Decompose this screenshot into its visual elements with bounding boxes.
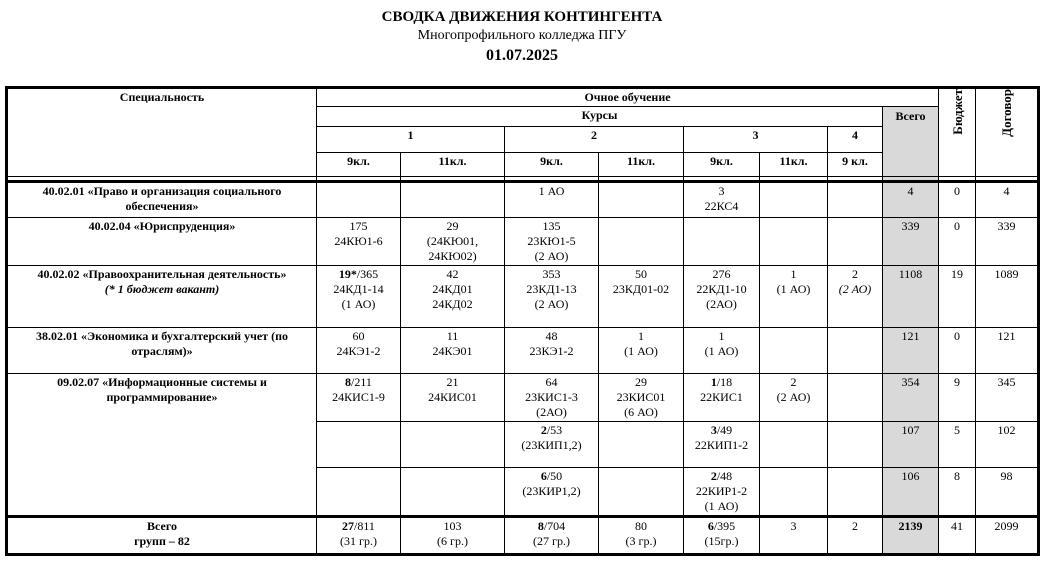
cell: 2 (2 АО) xyxy=(828,266,883,328)
specialty-name: 40.02.04 «Юриспруденция» xyxy=(7,218,317,266)
cell: 8/704 (27 гр.) xyxy=(505,517,599,555)
budget-cell: 19 xyxy=(939,266,976,328)
cell: 2/53 (23КИП1,2) xyxy=(505,422,599,468)
contract-cell: 1089 xyxy=(976,266,1039,328)
cell: 64 23КИС1-3 (2АО) xyxy=(505,374,599,422)
header-c1-9: 9кл. xyxy=(317,153,401,177)
budget-cell: 8 xyxy=(939,468,976,517)
total-cell: 4 xyxy=(883,182,939,218)
cell: 29 23КИС01 (6 АО) xyxy=(599,374,684,422)
cell: 50 23КД01-02 xyxy=(599,266,684,328)
cell: 1/18 22КИС1 xyxy=(684,374,760,422)
contract-cell: 345 xyxy=(976,374,1039,422)
table-row xyxy=(7,328,1039,374)
cell: 27/811 (31 гр.) xyxy=(317,517,401,555)
table-row xyxy=(7,218,1039,266)
header-total: Всего xyxy=(883,107,939,177)
contract-cell: 339 xyxy=(976,218,1039,266)
cell: 1 (1 АО) xyxy=(599,328,684,374)
header-course-2: 2 xyxy=(505,127,684,153)
contract-cell: 121 xyxy=(976,328,1039,374)
contract-cell: 102 xyxy=(976,422,1039,468)
header-contract: Договор xyxy=(976,88,1039,177)
specialty-name: 40.02.01 «Право и организация социального обеспечения» xyxy=(7,182,317,218)
header-courses: Курсы xyxy=(317,107,883,127)
specialty-name: 40.02.02 «Правоохранительная деятельность» (* 1 бюджет вакант) xyxy=(7,266,317,328)
grand-total-cell: 2139 xyxy=(883,517,939,555)
totals-label: Всего групп – 82 xyxy=(7,517,317,555)
contract-cell: 4 xyxy=(976,182,1039,218)
cell: 6/395 (15гр.) xyxy=(684,517,760,555)
total-cell: 339 xyxy=(883,218,939,266)
table-row xyxy=(7,182,1039,218)
cell: 48 23КЭ1-2 xyxy=(505,328,599,374)
budget-cell: 9 xyxy=(939,374,976,422)
contract-cell: 98 xyxy=(976,468,1039,517)
total-cell: 1108 xyxy=(883,266,939,328)
total-cell: 354 xyxy=(883,374,939,422)
cell: 42 24КД01 24КД02 xyxy=(401,266,505,328)
cell: 353 23КД1-13 (2 АО) xyxy=(505,266,599,328)
cell: 11 24КЭ01 xyxy=(401,328,505,374)
header-c1-11: 11кл. xyxy=(401,153,505,177)
cell: 3/49 22КИП1-2 xyxy=(684,422,760,468)
budget-cell: 0 xyxy=(939,218,976,266)
specialty-name: 38.02.01 «Экономика и бухгалтерский учет (по отраслям)» xyxy=(7,328,317,374)
report-date: 01.07.2025 xyxy=(486,47,558,64)
header-fulltime: Очное обучение xyxy=(317,88,939,107)
header-c3-11: 11кл. xyxy=(760,153,828,177)
budget-cell: 0 xyxy=(939,328,976,374)
cell: 2 (2 АО) xyxy=(760,374,828,422)
header-specialty: Специальность xyxy=(7,88,317,177)
cell: 1 (1 АО) xyxy=(684,328,760,374)
budget-cell: 5 xyxy=(939,422,976,468)
cell: 8/211 24КИС1-9 xyxy=(317,374,401,422)
total-cell: 106 xyxy=(883,468,939,517)
header-course-3: 3 xyxy=(684,127,828,153)
cell: 3 22КС4 xyxy=(684,182,760,218)
header-c3-9: 9кл. xyxy=(684,153,760,177)
totals-row xyxy=(7,517,1039,555)
header-course-4: 4 xyxy=(828,127,883,153)
header-c4-9: 9 кл. xyxy=(828,153,883,177)
budget-cell: 0 xyxy=(939,182,976,218)
cell: 175 24КЮ1-6 xyxy=(317,218,401,266)
header-c2-11: 11кл. xyxy=(599,153,684,177)
cell: 276 22КД1-10 (2АО) xyxy=(684,266,760,328)
cell: 135 23КЮ1-5 (2 АО) xyxy=(505,218,599,266)
cell: 19*/365 24КД1-14 (1 АО) xyxy=(317,266,401,328)
table-row xyxy=(7,266,1039,328)
cell: 3 xyxy=(760,517,828,555)
contingent-table xyxy=(5,86,1040,556)
cell: 2/48 22КИР1-2 (1 АО) xyxy=(684,468,760,517)
cell: 1 (1 АО) xyxy=(760,266,828,328)
specialty-name: 09.02.07 «Информационные системы и программирование» xyxy=(7,374,317,517)
total-cell: 121 xyxy=(883,328,939,374)
budget-cell: 41 xyxy=(939,517,976,555)
cell: 1 АО xyxy=(505,182,599,218)
table-row xyxy=(7,374,1039,422)
cell: 60 24КЭ1-2 xyxy=(317,328,401,374)
specialty-note: (* 1 бюджет вакант) xyxy=(104,282,220,296)
cell: 21 24КИС01 xyxy=(401,374,505,422)
report-title: СВОДКА ДВИЖЕНИЯ КОНТИНГЕНТА xyxy=(381,9,663,25)
cell: 6/50 (23КИР1,2) xyxy=(505,468,599,517)
header-c2-9: 9кл. xyxy=(505,153,599,177)
total-cell: 107 xyxy=(883,422,939,468)
cell: 29 (24КЮ01, 24КЮ02) xyxy=(401,218,505,266)
cell: 2 xyxy=(828,517,883,555)
header-budget: Бюджет xyxy=(939,88,976,177)
header-course-1: 1 xyxy=(317,127,505,153)
report-subtitle: Многопрофильного колледжа ПГУ xyxy=(417,28,627,43)
cell: 80 (3 гр.) xyxy=(599,517,684,555)
cell: 103 (6 гр.) xyxy=(401,517,505,555)
contract-cell: 2099 xyxy=(976,517,1039,555)
